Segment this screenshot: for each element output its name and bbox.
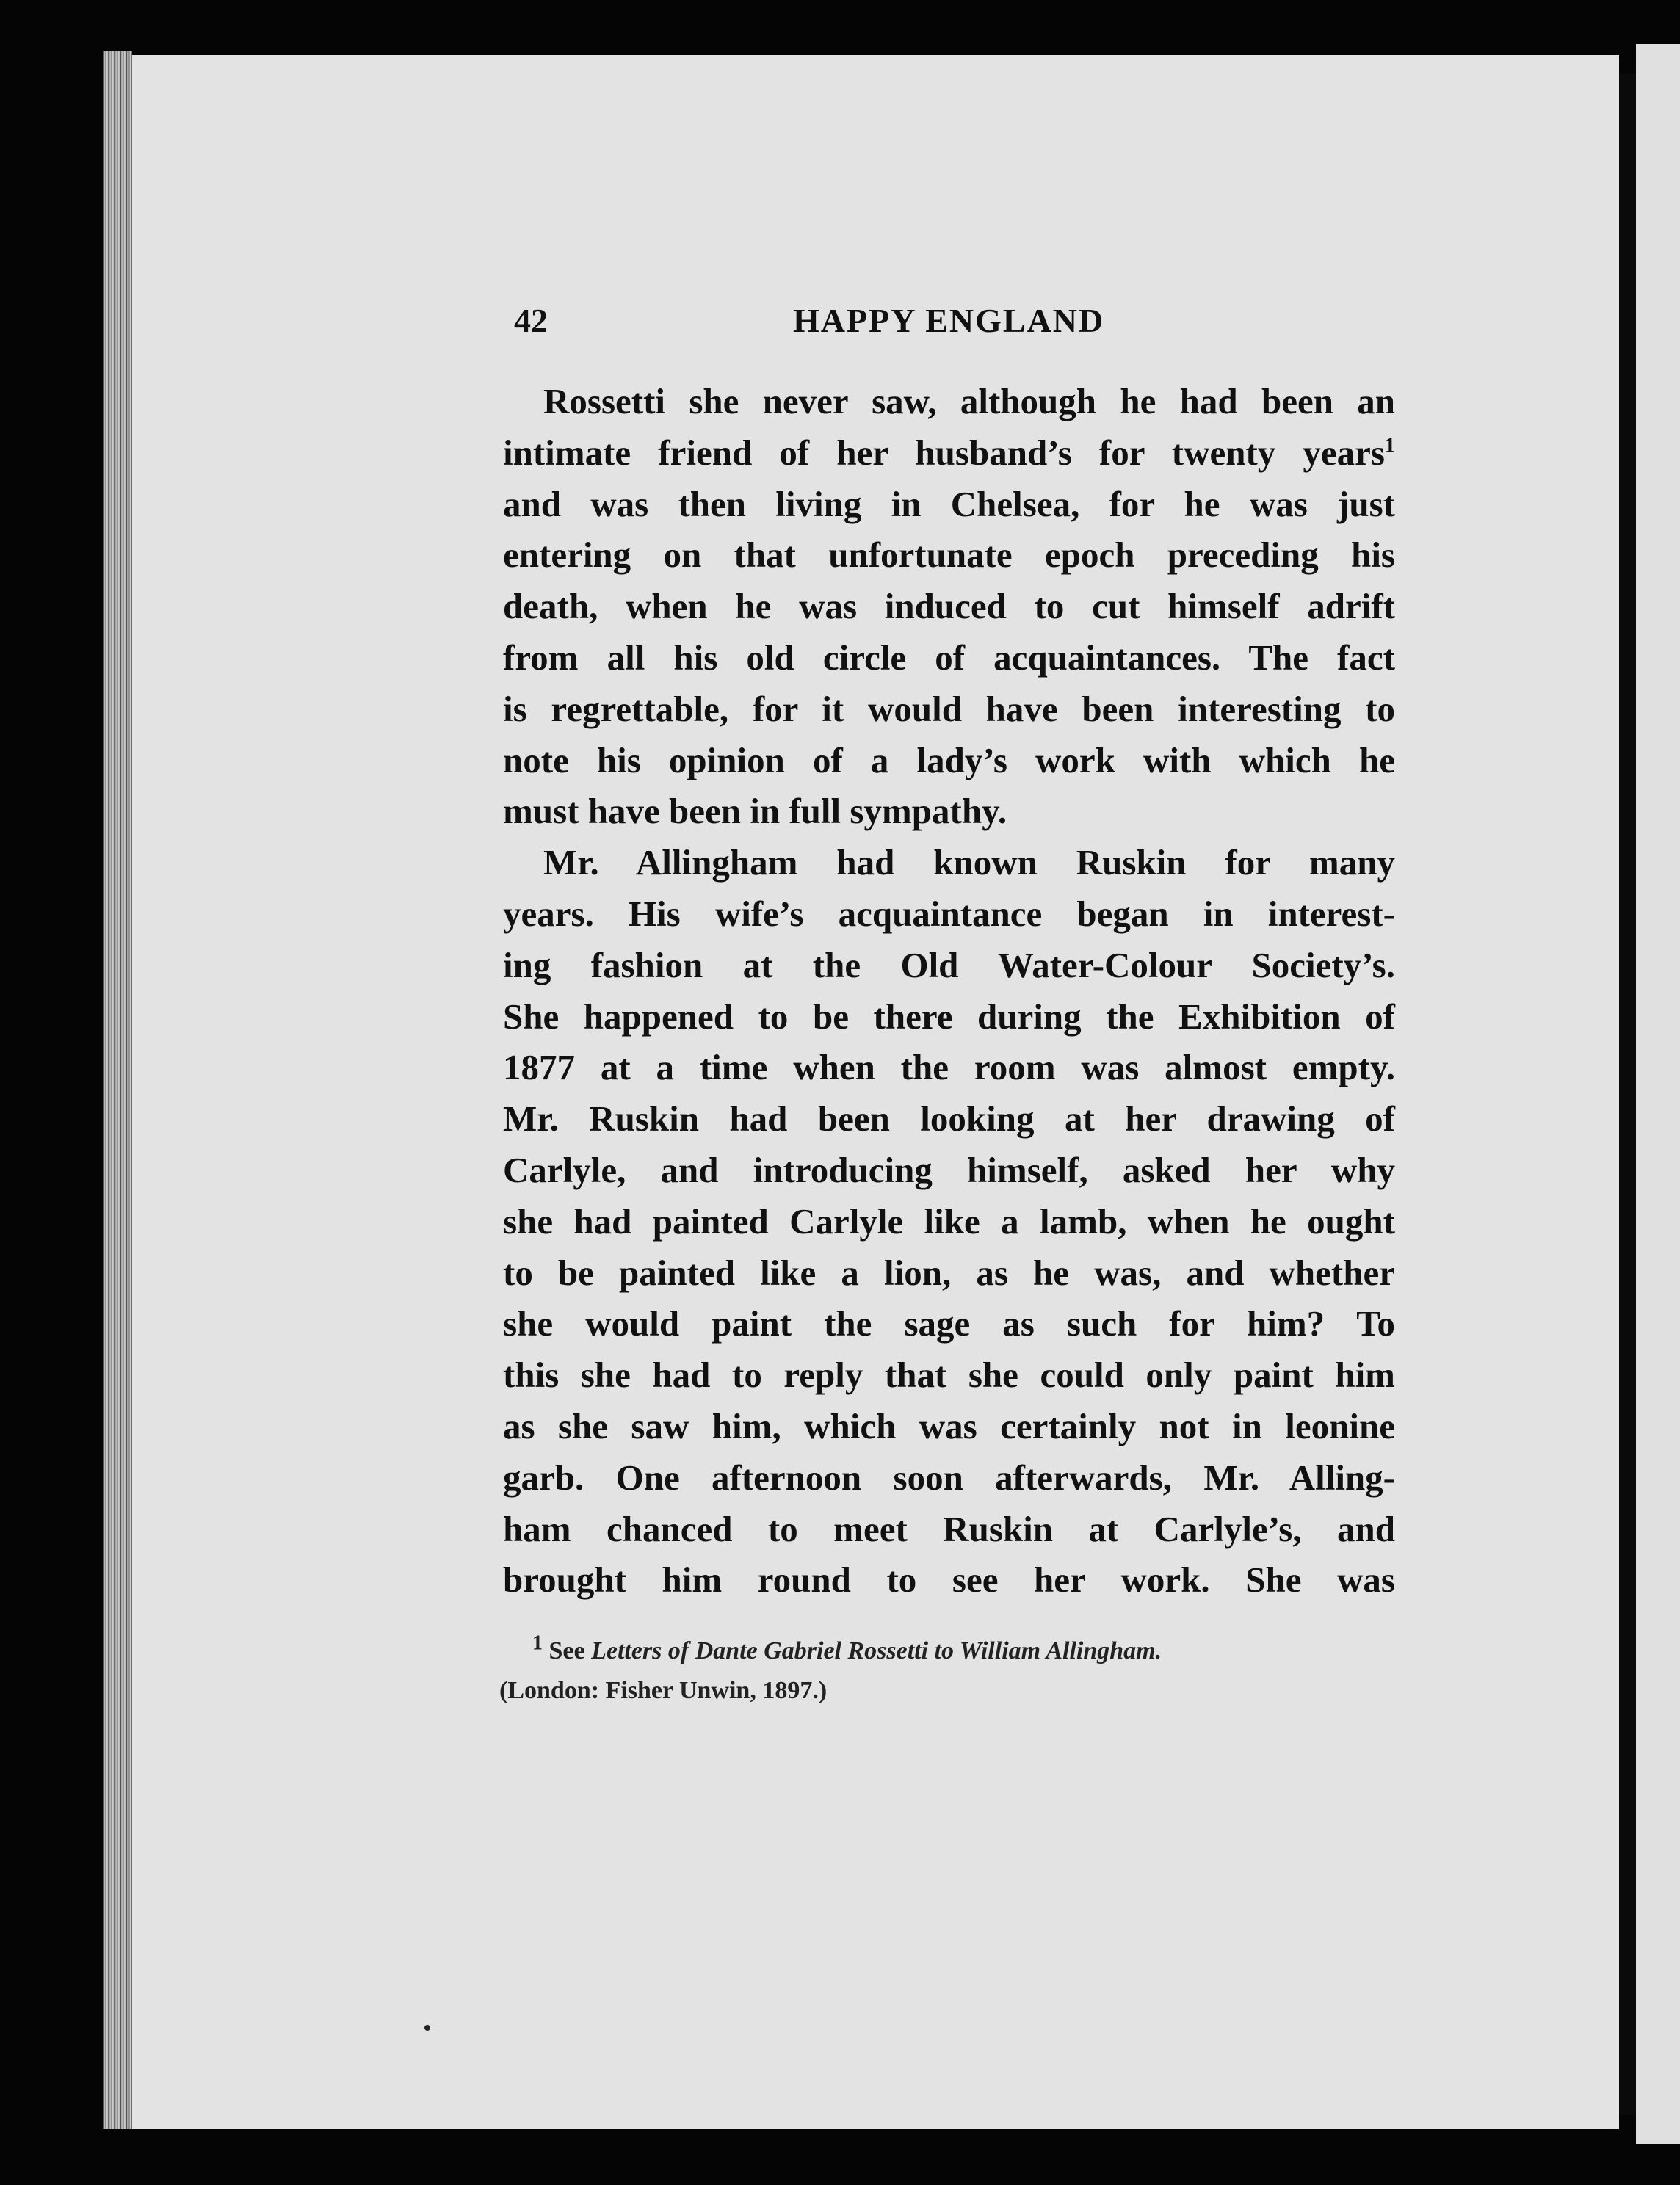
text-line: death, when he was induced to cut himself adrift: [503, 586, 1395, 627]
text-line: and was then living in Chelsea, for he was just: [503, 483, 1395, 524]
text-line: Mr. Allingham had known Ruskin for many: [543, 842, 1395, 883]
text-line: ham chanced to meet Ruskin at Carlyle’s, and: [503, 1508, 1395, 1549]
text-line: ing fashion at the Old Water-Colour Society’s.: [503, 944, 1395, 985]
text-line: [503, 427, 1395, 479]
adjacent-page-edge: [1636, 44, 1680, 2144]
page-header: [514, 301, 1395, 352]
book-page-edges: [103, 51, 132, 2129]
text-line: from all his old circle of acquaintances. The fact: [503, 637, 1395, 678]
text-line-content: intimate friend of her husband’s for twenty years: [503, 432, 1385, 473]
running-title: HAPPY ENGLAND: [793, 302, 1105, 339]
text-line: years. His wife’s acquaintance began in interest-: [503, 893, 1395, 934]
text-line: to be painted like a lion, as he was, and whether: [503, 1252, 1395, 1293]
page-speck: [424, 2025, 430, 2031]
footnote-see: See: [548, 1637, 585, 1664]
text-line: Mr. Ruskin had been looking at her drawing of: [503, 1098, 1395, 1139]
text-line: this she had to reply that she could only paint him: [503, 1355, 1395, 1396]
footnote-number: 1: [532, 1631, 543, 1655]
text-line: Carlyle, and introducing himself, asked her why: [503, 1149, 1395, 1190]
footnote-marker: 1: [1385, 434, 1395, 457]
text-line: Rossetti she never saw, although he had been an: [543, 381, 1395, 421]
footnote-title: Letters of Dante Gabriel Rossetti to William Allingham.: [591, 1637, 1162, 1664]
book-gutter: [1619, 73, 1636, 2115]
text-line: 1877 at a time when the room was almost empty.: [503, 1047, 1395, 1088]
text-line: must have been in full sympathy.: [503, 791, 1007, 832]
text-line: she would paint the sage as such for him? To: [503, 1303, 1395, 1344]
text-line: entering on that unfortunate epoch preceding his: [503, 535, 1395, 576]
body-text: [503, 376, 1395, 1606]
page-number: 42: [514, 302, 548, 339]
text-line: She happened to be there during the Exhibition of: [503, 996, 1395, 1037]
footnote: [499, 1631, 1395, 1711]
footnote-publication: (London: Fisher Unwin, 1897.): [499, 1677, 828, 1704]
text-line: note his opinion of a lady’s work with which he: [503, 739, 1395, 780]
text-line: is regrettable, for it would have been interesting to: [503, 688, 1395, 729]
footnote-line: [499, 1631, 1395, 1671]
text-line: garb. One afternoon soon afterwards, Mr. Alling-: [503, 1457, 1395, 1498]
text-line: she had painted Carlyle like a lamb, when he ought: [503, 1200, 1395, 1242]
text-line: as she saw him, which was certainly not in leonine: [503, 1405, 1395, 1446]
text-line: brought him round to see her work. She was: [503, 1559, 1395, 1601]
